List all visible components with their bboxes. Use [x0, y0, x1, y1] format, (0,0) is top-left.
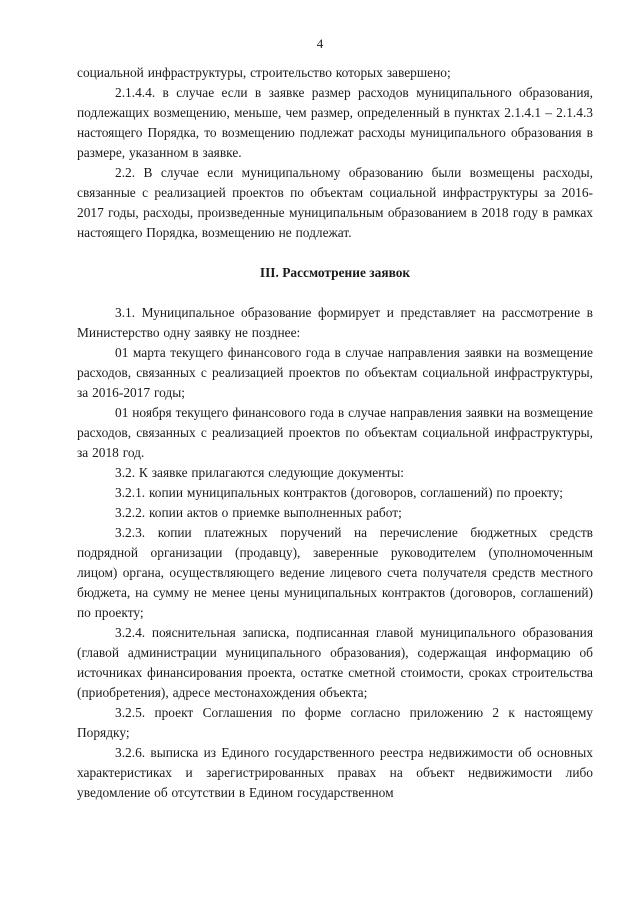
paragraphs-before-section [77, 63, 593, 243]
paragraph: 3.2. К заявке прилагаются следующие документы: [115, 465, 404, 480]
page-number: 4 [316, 36, 324, 51]
paragraph: 01 марта текущего финансового года в случае направления заявки на возмещение расходов, связанных с реализацией проектов по объектам социальной инфраструктуры, за 2016-2017 годы; [77, 345, 593, 400]
paragraph: 01 ноября текущего финансового года в случае направления заявки на возмещение расходов, связанных с реализацией проектов по объектам социальной инфраструктуры, за 2018 год. [77, 405, 593, 460]
paragraph: социальной инфраструктуры, строительство которых завершено; [77, 65, 451, 80]
paragraph: 3.2.4. пояснительная записка, подписанная главой муниципального образования (главой администрации муниципального образования), содержащая информацию об источниках финансирования проекта, остатке сметной стоимости, сроках строительства (приобретения), адресе местонахождения объекта; [77, 625, 593, 700]
paragraph: 3.2.3. копии платежных поручений на перечисление бюджетных средств подрядной организации (продавцу), заверенные руководителем (уполномоченным лицом) органа, осуществляющего ведение лицевого счета получателя средств местного бюджета, на сумму не менее цены муниципальных контрактов (договоров, соглашений) по проекту; [77, 525, 593, 620]
paragraph: 3.2.6. выписка из Единого государственного реестра недвижимости об основных характеристиках и зарегистрированных правах на объект недвижимости либо уведомление об отсутствии в Едином государственном [77, 745, 593, 800]
paragraph: 2.2. В случае если муниципальному образованию были возмещены расходы, связанные с реализацией проектов по объектам социальной инфраструктуры за 2016-2017 годы, расходы, произведенные муниципальным образованием в 2018 году в рамках настоящего Порядка, возмещению не подлежат. [77, 165, 593, 240]
paragraph: 3.1. Муниципальное образование формирует и представляет на рассмотрение в Министерство одну заявку не позднее: [77, 305, 593, 340]
paragraph: 3.2.5. проект Соглашения по форме согласно приложению 2 к настоящему Порядку; [77, 705, 593, 740]
section-heading: III. Рассмотрение заявок [259, 265, 411, 280]
paragraph: 3.2.1. копии муниципальных контрактов (договоров, соглашений) по проекту; [115, 485, 564, 500]
document-body [77, 63, 593, 803]
paragraph: 3.2.2. копии актов о приемке выполненных работ; [115, 505, 402, 520]
paragraph: 2.1.4.4. в случае если в заявке размер расходов муниципального образования, подлежащих возмещению, меньше, чем размер, определенный в пунктах 2.1.4.1 – 2.1.4.3 настоящего Порядка, то возмещению подлежат расходы муниципального образования в размере, указанном в заявке. [77, 85, 593, 160]
paragraphs-after-section [77, 303, 593, 803]
